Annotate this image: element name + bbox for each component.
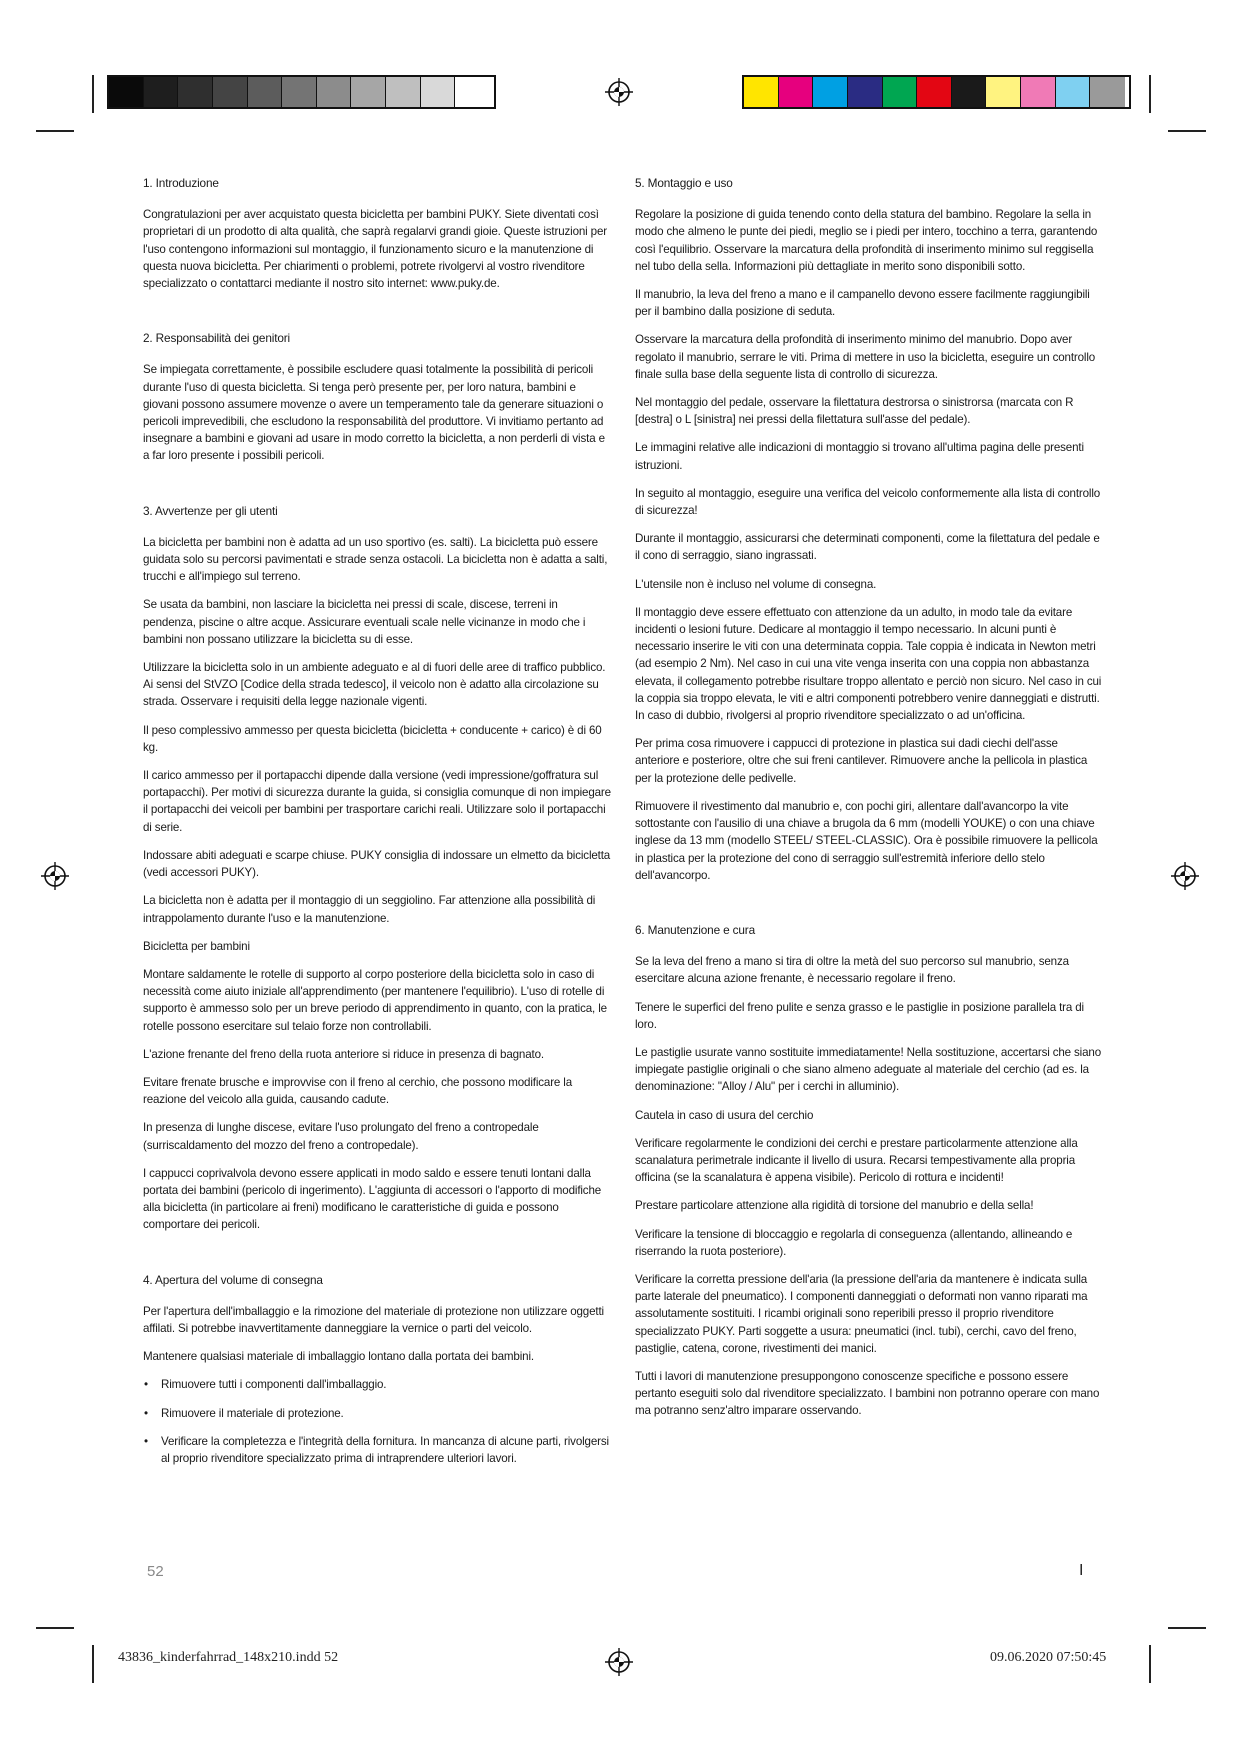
registration-mark-icon (1170, 861, 1200, 891)
paragraph: Verificare regolarmente le condizioni dei cerchi e prestare particolarmente attenzione alla scanalatura perimetrale indicante il livello di usura. Recarsi tempestivamente alla propria officina (se la scanalatura è appena visibile). Pericolo di rottura e incidenti! (635, 1136, 1078, 1185)
section-avvertenze-utenti (143, 503, 613, 1234)
color-swatch (848, 77, 883, 107)
color-swatch (386, 77, 421, 107)
list-item (143, 1433, 613, 1467)
paragraph: Verificare la corretta pressione dell'aria (la pressione dell'aria da mantenere è indicata sulla parte laterale del pneumatico). I componenti danneggiati o deformati non vanno riparati ma assolutamente sostituiti. I ricambi originali sono reperibili presso il proprio rivenditore specializzato PUKY. Parti soggette a usura: pneumatici (incl. tubi), cerchi, cavo del freno, pastiglie, catena, corone, rivestimenti dei manici. (635, 1272, 1088, 1355)
left-column (143, 175, 613, 1478)
section-title: 6. Manutenzione e cura (635, 922, 755, 937)
color-swatch (213, 77, 248, 107)
color-swatch (883, 77, 918, 107)
section-introduzione (143, 175, 613, 292)
color-swatch (1021, 77, 1056, 107)
paragraph: Il montaggio deve essere effettuato con attenzione da un adulto, in modo tale da evitare incidenti o lesioni future. Dedicare al montaggio il tempo necessario. In alcuni punti è necessario inserire le viti con una determinata coppia. Tale coppia è indicata in Newton metri (ad esempio 2 Nm). Nel caso in cui una vite venga inserita con una coppia non abbastanza elevata, il collegamento potrebbe risultare troppo allentato e perciò non sicuro. Nel caso in cui la coppia sia troppo elevata, le viti e altri componenti potrebbero venire danneggiati e distrutti. In caso di dubbio, rivolgersi al proprio rivenditore specializzato o ad un'officina. (635, 605, 1102, 723)
paragraph: Il carico ammesso per il portapacchi dipende dalla versione (vedi impressione/goffratura sul portapacchi). Per motivi di sicurezza durante la guida, si consiglia comunque di non impiegare il portapacchi dei veicoli per bambini per trasportare carichi reali. Utilizzare solo il portapacchi di serie. (143, 769, 611, 834)
grayscale-calibration-bar (107, 75, 496, 109)
bullet-icon: • (144, 1378, 148, 1392)
section-title: 2. Responsabilità dei genitori (143, 331, 290, 346)
color-calibration-bar (742, 75, 1131, 109)
paragraph: I cappucci coprivalvola devono essere applicati in modo saldo e essere tenuti lontani dalla portata dei bambini (pericolo di ingerimento). L'aggiunta di accessori o l'apporto di modifiche alla bicicletta (in particolare ai freni) modificano le caratteristiche di guida e possono comportare dei pericoli. (143, 1166, 602, 1232)
crop-mark (92, 75, 94, 113)
bullet-icon: • (144, 1434, 148, 1448)
color-swatch (917, 77, 952, 107)
paragraph: Per l'apertura dell'imballaggio e la rimozione del materiale di protezione non utilizzare oggetti affilati. Si potrebbe inavvertitamente danneggiare la vernice o parti del veicolo. (143, 1304, 604, 1335)
crop-mark (1168, 1627, 1206, 1629)
paragraph: Regolare la posizione di guida tenendo conto della statura del bambino. Regolare la sella in modo che almeno le punte dei piedi, meglio se i piedi per intero, tocchino a terra, garantendo così l'equilibrio. Osservare la marcatura della profondità di inserimento minimo sul reggisella nel tubo della sella. Informazioni più dettagliate in merito sono disponibili sotto. (635, 208, 1098, 273)
color-swatch (744, 77, 779, 107)
paragraph: L'azione frenante del freno della ruota anteriore si riduce in presenza di bagnato. (143, 1047, 544, 1061)
paragraph: Tutti i lavori di manutenzione presuppongono conoscenze specifiche e possono essere pertanto eseguiti solo dal rivenditore specializzato. I bambini non potranno operare con mano ma potranno senz'altro imparare osservando. (635, 1369, 1100, 1418)
section-manutenzione-cura (635, 922, 1105, 1420)
registration-mark-icon (604, 77, 634, 107)
paragraph: La bicicletta per bambini non è adatta ad un uso sportivo (es. salti). La bicicletta può essere guidata solo su percorsi pavimentati e strade senza ostacoli. La bicicletta non è adatta a salti, trucchi e all'impiego sul terreno. (143, 535, 608, 584)
subheading: Bicicletta per bambini (143, 939, 250, 953)
color-swatch (421, 77, 456, 107)
paragraph: In presenza di lunghe discese, evitare l'uso prolungato del freno a contropedale (surriscaldamento del mozzo del freno a contropedale). (143, 1121, 539, 1152)
section-montaggio-uso (635, 175, 1105, 884)
paragraph: Utilizzare la bicicletta solo in un ambiente adeguato e al di fuori delle aree di traffico pubblico. Ai sensi del StVZO [Codice della strada tedesco], il veicolo non è adatto alla circolazione su strada. Osservare i requisiti della legge nazionale vigenti. (143, 661, 606, 709)
list-item (143, 1376, 613, 1393)
paragraph: Rimuovere il rivestimento dal manubrio e, con pochi giri, allentare dall'avancorpo la vite sottostante con l'ausilio di una chiave a brugola da 6 mm (modelli YOUKE) o con una chiave inglese da 13 mm (modello STEEL/ STEEL-CLASSIC). Ora è possibile rimuovere la pellicola in plastica per la protezione del cono di serraggio sull'estremità inferiore dello stelo dell'avancorpo. (635, 799, 1098, 882)
color-swatch (282, 77, 317, 107)
paragraph: Per prima cosa rimuovere i cappucci di protezione in plastica sui dadi ciechi dell'asse anteriore e posteriore, oltre che sui freni cantilever. Rimuovere anche la pellicola in plastica per la protezione delle pedivelle. (635, 737, 1088, 785)
color-swatch (1056, 77, 1091, 107)
paragraph: Il peso complessivo ammesso per questa bicicletta (bicicletta + conducente + carico) è di 60 kg. (143, 723, 602, 754)
page-edge-mark: I (1079, 1562, 1084, 1579)
list-item (143, 1405, 613, 1422)
color-swatch (1090, 77, 1125, 107)
registration-mark-icon (604, 1647, 634, 1677)
file-info: 43836_kinderfahrrad_148x210.indd 52 (118, 1650, 339, 1665)
crop-mark (36, 1627, 74, 1629)
color-swatch (109, 77, 144, 107)
crop-mark (92, 1645, 94, 1683)
color-swatch (779, 77, 814, 107)
right-column (635, 175, 1105, 1431)
list-item-text: Verificare la completezza e l'integrità della fornitura. In mancanza di alcune parti, rivolgersi al proprio rivenditore specializzato prima di intraprendere ulteriori lavori. (161, 1434, 609, 1465)
crop-mark (1149, 1645, 1151, 1683)
color-swatch (144, 77, 179, 107)
date-info: 09.06.2020 07:50:45 (990, 1650, 1107, 1665)
subheading: Cautela in caso di usura del cerchio (635, 1108, 814, 1122)
section-title: 1. Introduzione (143, 176, 219, 190)
list-item-text: Rimuovere tutti i componenti dall'imballaggio. (161, 1378, 387, 1392)
paragraph: Se usata da bambini, non lasciare la bicicletta nei pressi di scale, discese, terreni in pendenza, piscine o altre acque. Assicurare eventuali scale nelle vicinanze in modo che i bambini non possano utilizzare la bicicletta su di esse. (143, 598, 586, 646)
paragraph: Mantenere qualsiasi materiale di imballaggio lontano dalla portata dei bambini. (143, 1350, 534, 1364)
color-swatch (952, 77, 987, 107)
paragraph: Tenere le superfici del freno pulite e senza grasso e le pastiglie in posizione parallela tra di loro. (635, 1000, 1084, 1031)
paragraph: Indossare abiti adeguati e scarpe chiuse. PUKY consiglia di indossare un elmetto da bicicletta (vedi accessori PUKY). (143, 848, 611, 880)
paragraph: Nel montaggio del pedale, osservare la filettatura destrorsa o sinistrorsa (marcata con R [destra] o L [sinistra] nei pressi della filettatura sull'asse del pedale). (635, 396, 1074, 427)
paragraph: L'utensile non è incluso nel volume di consegna. (635, 577, 877, 591)
paragraph: Il manubrio, la leva del freno a mano e il campanello devono essere facilmente raggiungibili per il bambino dalla posizione di seduta. (635, 288, 1090, 319)
color-swatch (813, 77, 848, 107)
paragraph: Se la leva del freno a mano si tira di oltre la metà del suo percorso sul manubrio, senza esercitare alcuna azione frenante, è necessario regolare il freno. (635, 955, 1069, 986)
paragraph: Evitare frenate brusche e improvvise con il freno al cerchio, che possono modificare la reazione del veicolo alla guida, causando cadute. (143, 1075, 573, 1107)
color-swatch (455, 77, 490, 107)
color-swatch (351, 77, 386, 107)
paragraph: Osservare la marcatura della profondità di inserimento minimo del manubrio. Dopo aver regolato il manubrio, serrare le viti. Prima di mettere in uso la bicicletta, eseguire un controllo finale sulla base della seguente lista di controllo di sicurezza. (635, 333, 1096, 381)
bullet-icon: • (144, 1406, 148, 1420)
paragraph: Congratulazioni per aver acquistato questa bicicletta per bambini PUKY. Siete diventati così proprietari di un prodotto di alta qualità, che saprà regalarvi grandi gioie. Queste istruzioni per l'uso contengono informazioni sul montaggio, il funzionamento sicuro e la manutenzione di questa nuova bicicletta. Per chiarimenti o problemi, potrete rivolgervi al vostro rivenditore specializzato o contattarci mediante il nostro sito internet: www.puky.de. (143, 208, 607, 291)
section-title: 4. Apertura del volume di consegna (143, 1272, 323, 1287)
paragraph: Se impiegata correttamente, è possibile escludere quasi totalmente la possibilità di pericoli durante l'uso di questa bicicletta. Si tenga però presente per, per loro natura, bambini e giovani possono assumere movenze o avere un temperamento tale da generare situazioni o pericoli imprevedibili, che escludono la responsabilità del produttore. Vi invitiamo pertanto ad insegnare a bambini e giovani ad usare in modo corretto la bicicletta, a non perderli di vista e a far loro presente i possibili pericoli. (143, 363, 605, 463)
list-item-text: Rimuovere il materiale di protezione. (161, 1406, 344, 1420)
bullet-list (143, 1376, 613, 1467)
crop-mark (36, 130, 74, 132)
registration-mark-icon (40, 861, 70, 891)
paragraph: Prestare particolare attenzione alla rigidità di torsione del manubrio e della sella! (635, 1199, 1034, 1213)
crop-mark (1168, 130, 1206, 132)
paragraph: La bicicletta non è adatta per il montaggio di un seggiolino. Far attenzione alla possibilità di intrappolamento durante l'uso e la manutenzione. (143, 894, 596, 925)
section-responsabilita-genitori (143, 330, 613, 464)
color-swatch (248, 77, 283, 107)
color-swatch (986, 77, 1021, 107)
color-swatch (317, 77, 352, 107)
paragraph: Durante il montaggio, assicurarsi che determinati componenti, come la filettatura del pedale e il cono di serraggio, siano ingrassati. (635, 532, 1100, 563)
paragraph: In seguito al montaggio, eseguire una verifica del veicolo conformemente alla lista di controllo di sicurezza! (635, 486, 1101, 518)
paragraph: Verificare la tensione di bloccaggio e regolarla di conseguenza (allentando, allineando e riserrando la ruota posteriore). (635, 1227, 1073, 1258)
crop-mark (1149, 75, 1151, 113)
paragraph: Montare saldamente le rotelle di supporto al corpo posteriore della bicicletta solo in caso di necessità come aiuto iniziale all'apprendimento (per mantenere l'equilibrio). L'uso di rotelle di supporto è ammesso solo per un breve periodo di apprendimento in quanto, con la pratica, le rotelle possono esercitare sul telaio forze non controllabili. (143, 967, 607, 1033)
page-number: 52 (147, 1563, 164, 1580)
section-title: 5. Montaggio e uso (635, 176, 733, 190)
paragraph: Le pastiglie usurate vanno sostituite immediatamente! Nella sostituzione, accertarsi che siano impiegate pastiglie originali o che siano almeno adeguate al materiale del cerchio (ad es. la denominazione: "Alloy / Alu" per i cerchi in alluminio). (635, 1045, 1102, 1094)
paragraph: Le immagini relative alle indicazioni di montaggio si trovano all'ultima pagina delle presenti istruzioni. (635, 441, 1084, 472)
section-title: 3. Avvertenze per gli utenti (143, 503, 278, 518)
color-swatch (178, 77, 213, 107)
section-apertura-volume-consegna (143, 1272, 613, 1468)
